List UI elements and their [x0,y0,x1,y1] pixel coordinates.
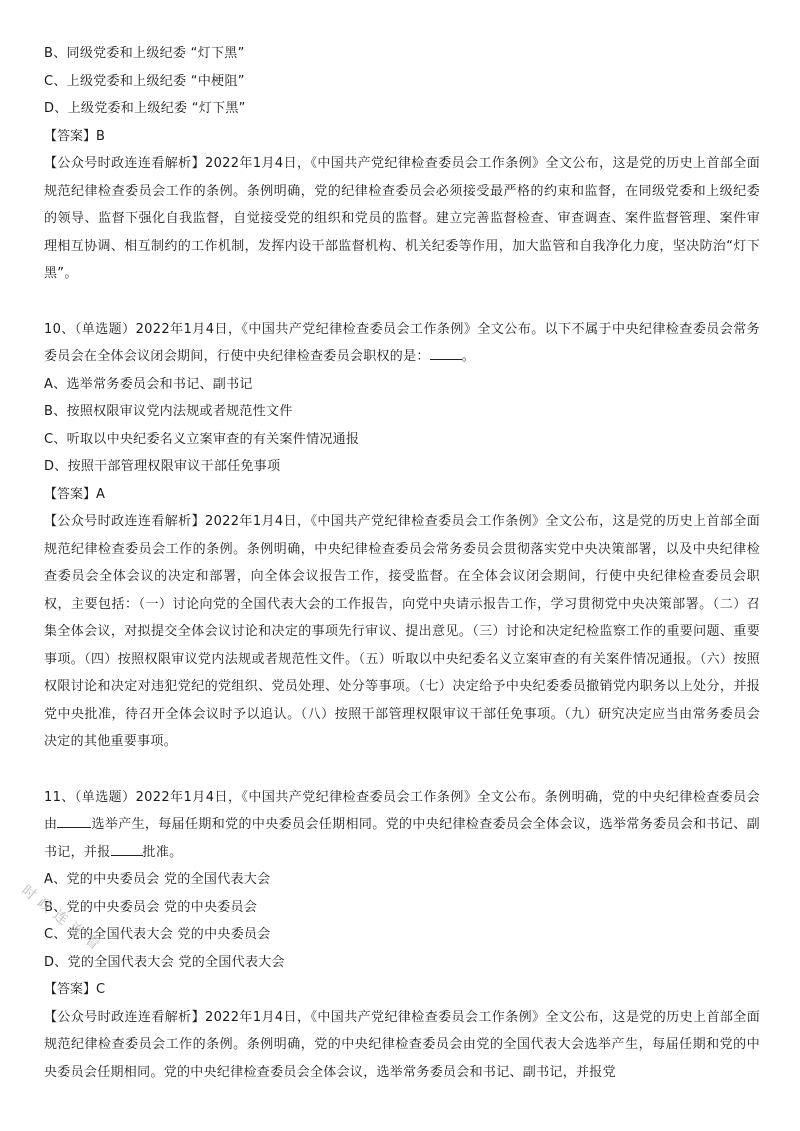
q9-analysis: 【公众号时政连连看解析】2022年1月4日，《中国共产党纪律检查委员会工作条例》全文公布，这是党的历史上首部全面规范纪律检查委员会工作的条例。条例明确，党的纪律检查委员会必须接受最严格的约束和监督，在同级党委和上级纪委的领导、监督下强化自我监督，自觉接受党的组织和党员的监督。建立完善监督检查、审查调查、案件监督管理、案件审理相互协调、相互制约的工作机制，发挥内设干部监督机构、机关纪委等作用，加大监管和自我净化力度，坚决防治“灯下黑”。 [44,156,760,281]
q10-answer-blank [430,347,462,360]
q11-option-c: C、党的全国代表大会 党的中央委员会 [44,927,271,942]
q11-answer-blank-1 [57,815,91,828]
document-page [44,40,760,1086]
q11-option-d: D、党的全国代表大会 党的全国代表大会 [44,954,285,970]
q10-stem-end: 。 [461,349,476,364]
q10-option-a: A、选举常务委员会和书记、副书记 [44,376,253,392]
q10-option-d: D、按照干部管理权限审议干部任免事项 [44,459,281,474]
q9-answer: 【答案】B [44,128,105,144]
q9-option-c: C、上级党委和上级纪委 “中梗阻” [44,73,245,89]
q10-option-c: C、听取以中央纪委名义立案审查的有关案件情况通报 [44,431,360,447]
q11-analysis: 【公众号时政连连看解析】2022年1月4日，《中国共产党纪律检查委员会工作条例》全文公布，这是党的历史上首部全面规范纪律检查委员会工作的条例。条例明确，党的中央纪律检查委员会由党的全国代表大会选举产生，每届任期和党的中央委员会任期相同。党的中央纪律检查委员会全体会议，选举常务委员会和书记、副书记，并报党 [44,1009,760,1080]
spacer [44,288,760,316]
q10-stem-text: 10、（单选题）2022年1月4日，《中国共产党纪律检查委员会工作条例》全文公布。以下不属于中央纪律检查委员会常务委员会在全体会议闭会期间，行使中央纪律检查委员会职权的是： [44,321,760,364]
q11-stem-part2: 选举产生，每届任期和党的中央委员会任期相同。党的中央纪律检查委员会全体会议，选举常务委员会和书记、副书记，并报 [44,817,760,860]
q11-option-b: B、党的中央委员会 党的中央委员会 [44,899,258,915]
q10-option-b: B、按照权限审议党内法规或者规范性文件 [44,404,293,419]
q11-stem-part1: 11、（单选题）2022年1月4日，《中国共产党纪律检查委员会工作条例》全文公布。条例明确，党的中央纪律检查委员会由 [44,789,760,832]
q10-stem [44,316,760,371]
q11-answer: 【答案】C [44,982,106,997]
q11-answer-blank-2 [111,843,143,856]
q10-answer: 【答案】A [44,486,105,502]
q10-analysis: 【公众号时政连连看解析】2022年1月4日，《中国共产党纪律检查委员会工作条例》全文公布，这是党的历史上首部全面规范纪律检查委员会工作的条例。条例明确，中央纪律检查委员会常务委员会贯彻落实党中央决策部署，以及中央纪律检查委员会全体会议的决定和部署，向全体会议报告工作，接受监督。在全体会议闭会期间，行使中央纪律检查委员会职权，主要包括：（一）讨论向党的全国代表大会的工作报告，向党中央请示报告工作，学习贯彻党中央决策部署。（二）召集全体会议，对拟提交全体会议讨论和决定的事项先行审议、提出意见。（三）讨论和决定纪检监察工作的重要问题、重要事项。（四）按照权限审议党内法规或者规范性文件。（五）听取以中央纪委名义立案审查的有关案件情况通报。（六）按照权限讨论和决定对违犯党纪的党组织、党员处理、处分等事项。（七）决定给予中央纪委委员撤销党内职务以上处分，并报党中央批准，待召开全体会议时予以追认。（八）按照干部管理权限审议干部任免事项。（九）研究决定应当由常务委员会决定的其他重要事项。 [44,514,760,749]
q9-option-b: B、同级党委和上级纪委 “灯下黑” [44,46,245,61]
q11-option-a: A、党的中央委员会 党的全国代表大会 [44,872,271,887]
spacer [44,756,760,784]
q9-option-d: D、上级党委和上级纪委 “灯下黑” [44,101,246,116]
watermark: 时政连连看 [18,882,107,957]
q11-stem [44,784,760,867]
q11-stem-part3: 批准。 [142,844,183,860]
